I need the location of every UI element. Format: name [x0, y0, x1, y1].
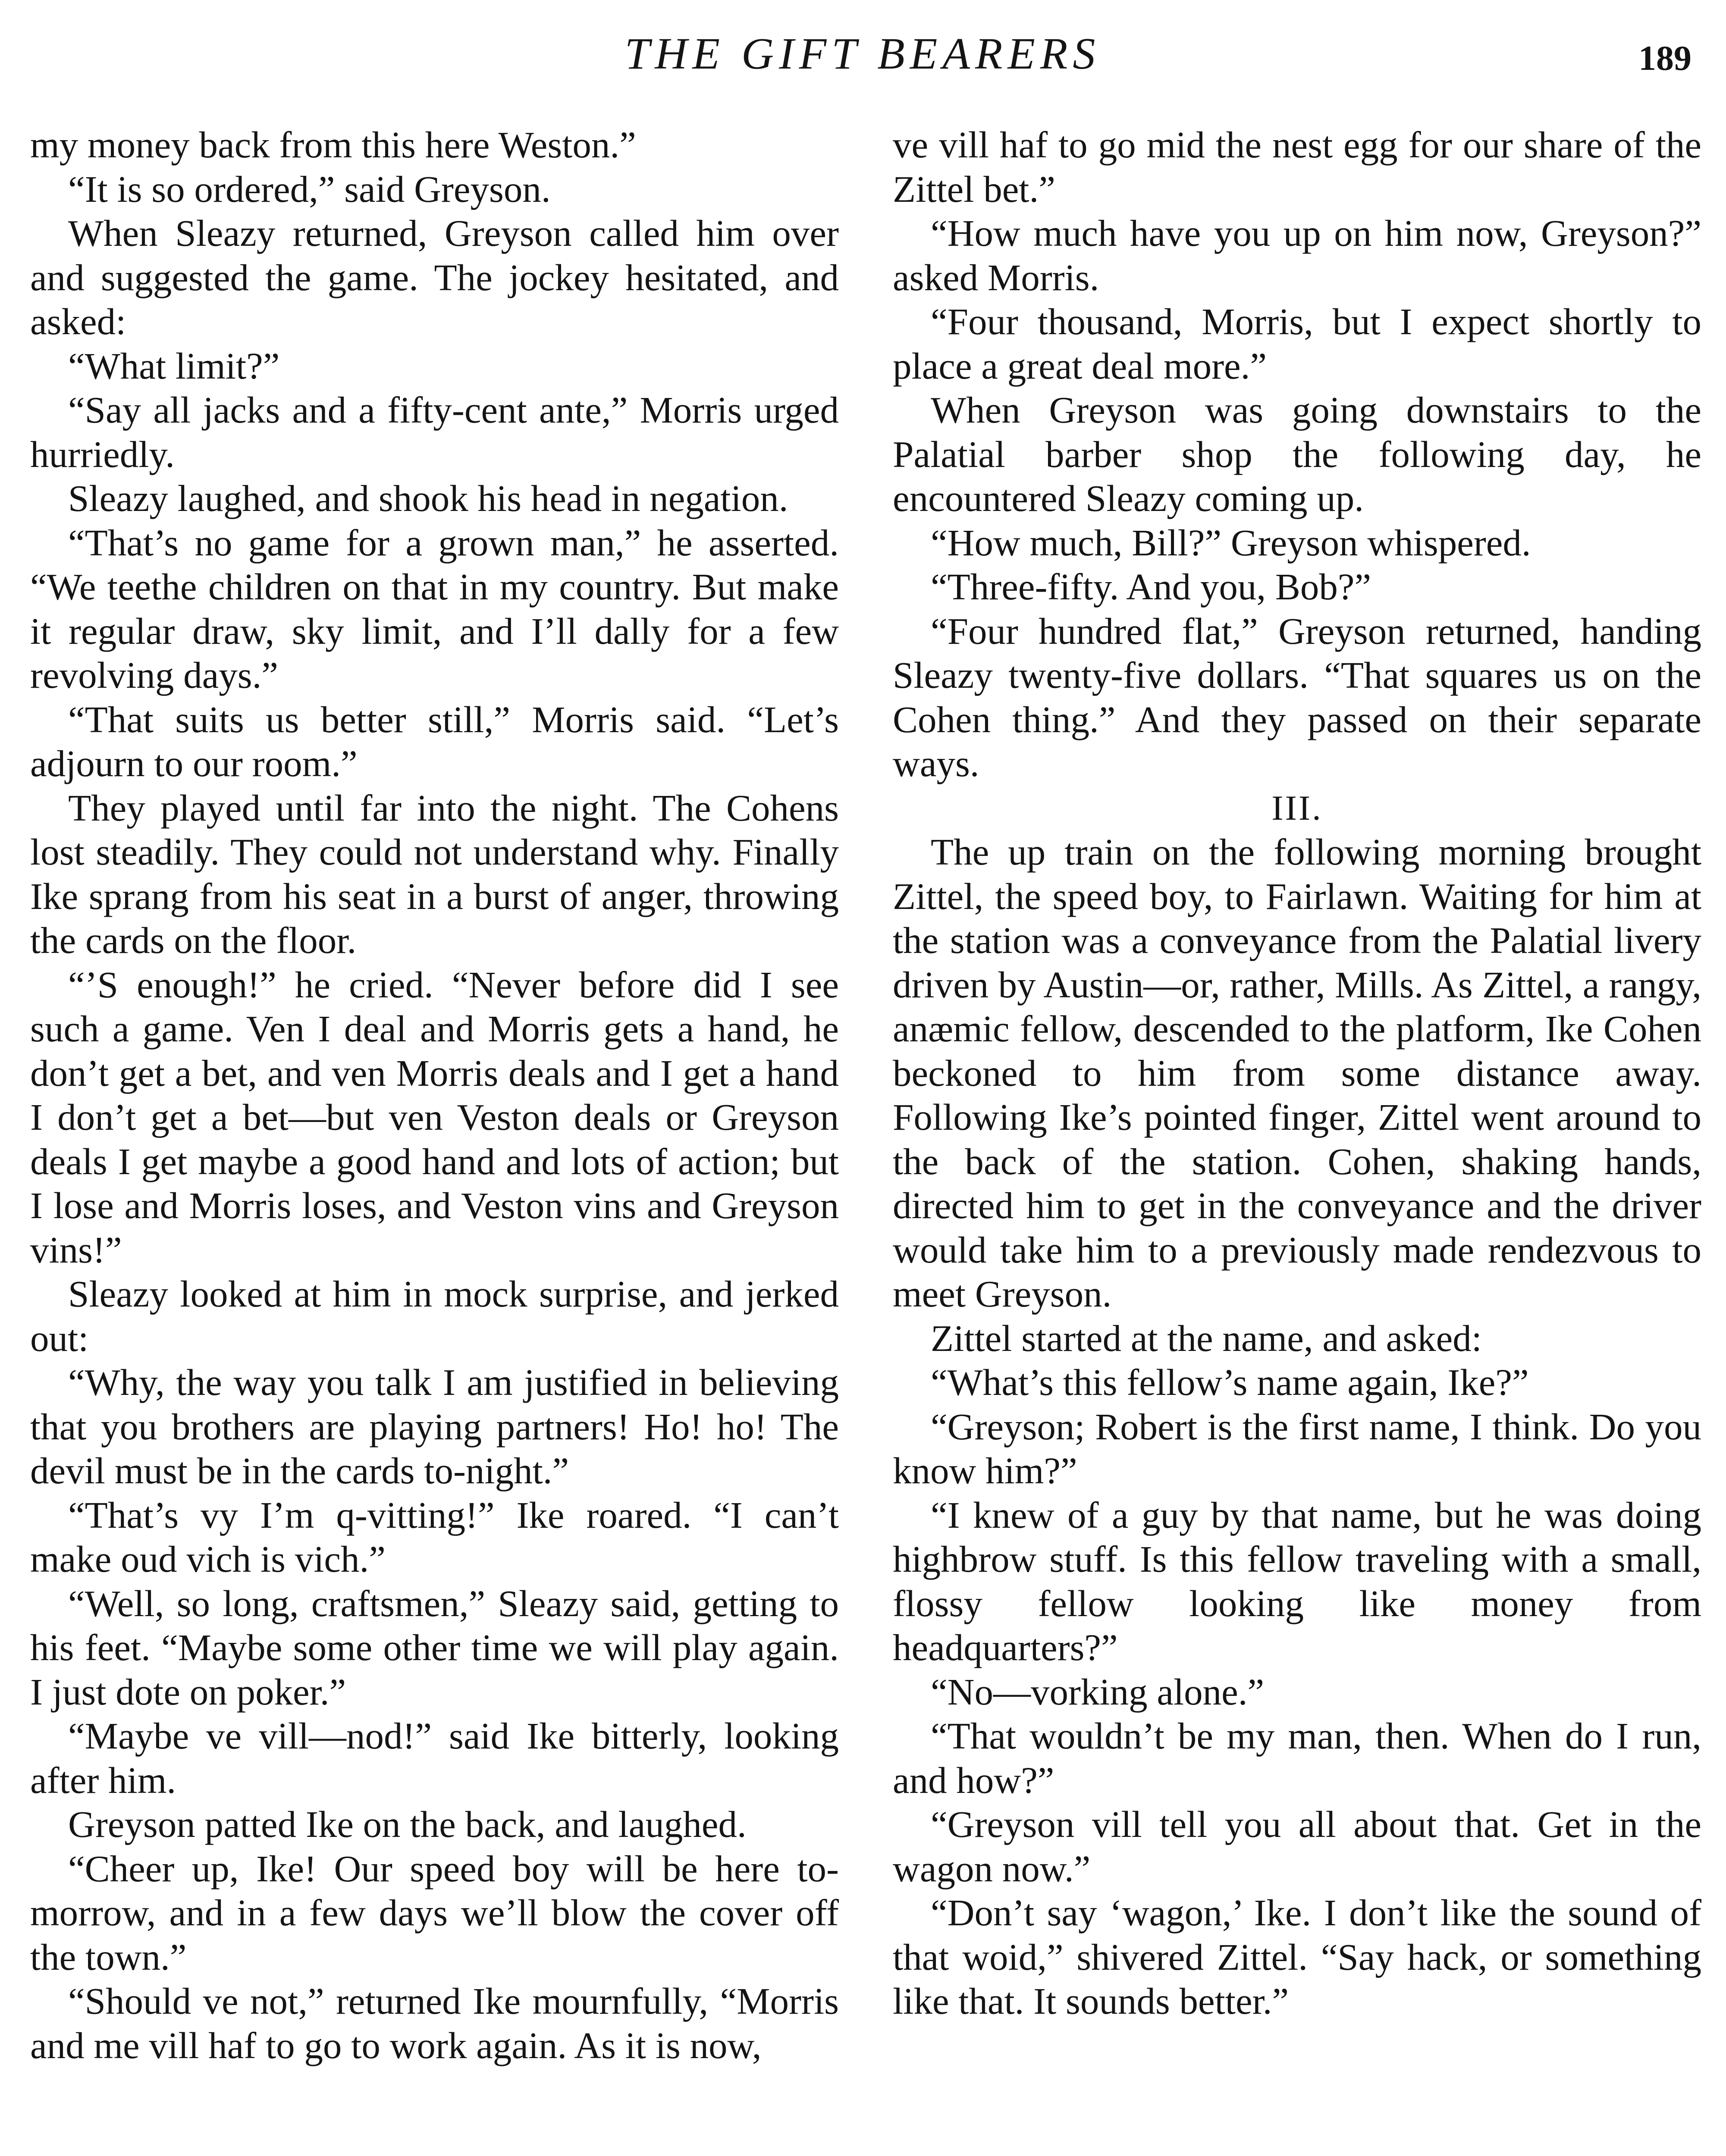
running-head-title: THE GIFT BEARERS	[624, 29, 1101, 78]
paragraph: “No—vorking alone.”	[931, 1670, 1265, 1713]
paragraph: “Cheer up, Ike! Our speed boy will be here to-morrow, and in a few days we’ll blow the cover off the town.”	[30, 1847, 839, 1978]
page-number: 189	[1638, 38, 1691, 78]
paragraph: When Sleazy returned, Greyson called him over and suggested the game. The jockey hesitated, and asked:	[30, 212, 839, 342]
paragraph: “Say all jacks and a fifty-cent ante,” Morris urged hurriedly.	[30, 389, 839, 475]
paragraph: “How much have you up on him now, Greyson?” asked Morris.	[893, 212, 1701, 298]
paragraph: “That’s no game for a grown man,” he asserted. “We teethe children on that in my country. But make it regular draw, sky limit, and I’ll dally for a few revolving days.”	[30, 521, 839, 696]
paragraph: “Four thousand, Morris, but I expect shortly to place a great deal more.”	[893, 301, 1701, 387]
paragraph: “What’s this fellow’s name again, Ike?”	[931, 1361, 1529, 1403]
paragraph: “That wouldn’t be my man, then. When do I run, and how?”	[893, 1715, 1701, 1801]
paragraph: “Greyson vill tell you all about that. Get in the wagon now.”	[893, 1803, 1701, 1890]
paragraph: “Well, so long, craftsmen,” Sleazy said, getting to his feet. “Maybe some other time we will play again. I just dote on poker.”	[30, 1582, 839, 1713]
paragraph: “That suits us better still,” Morris said. “Let’s adjourn to our room.”	[30, 698, 839, 784]
paragraph: “Four hundred flat,” Greyson returned, handing Sleazy twenty-five dollars. “That squares us on the Cohen thing.” And they passed on their separate ways.	[893, 610, 1701, 784]
paragraph: “Maybe ve vill—nod!” said Ike bitterly, looking after him.	[30, 1715, 839, 1801]
paragraph: Sleazy laughed, and shook his head in negation.	[68, 477, 788, 519]
paragraph: ve vill haf to go mid the nest egg for our share of the Zittel bet.”	[893, 124, 1701, 210]
paragraph: “’S enough!” he cried. “Never before did I see such a game. Ven I deal and Morris gets a hand, he don’t get a bet, and ven Morris deals and I get a hand I don’t get a bet—but ven Veston deals or Greyson deals I get maybe a good hand and lots of action; but I lose and Morris loses, and Veston vins and Greyson vins!”	[30, 963, 839, 1271]
paragraph: “It is so ordered,” said Greyson.	[68, 168, 551, 210]
paragraph: “That’s vy I’m q-vitting!” Ike roared. “I can’t make oud vich is vich.”	[30, 1494, 839, 1580]
paragraph: “I knew of a guy by that name, but he was doing highbrow stuff. Is this fellow traveling with a small, flossy fellow looking like money from headquarters?”	[893, 1494, 1701, 1668]
paragraph: Greyson patted Ike on the back, and laughed.	[68, 1803, 747, 1845]
paragraph: “What limit?”	[68, 345, 280, 387]
paragraph: “Why, the way you talk I am justified in believing that you brothers are playing partners! Ho! ho! The devil must be in the cards to-night.”	[30, 1361, 839, 1492]
paragraph: “Don’t say ‘wagon,’ Ike. I don’t like the sound of that woid,” shivered Zittel. “Say hack, or something like that. It sounds better.”	[893, 1892, 1701, 2022]
paragraph: When Greyson was going downstairs to the Palatial barber shop the following day, he encountered Sleazy coming up.	[893, 389, 1701, 519]
paragraph: Sleazy looked at him in mock surprise, and jerked out:	[30, 1273, 839, 1359]
paragraph: “Three-fifty. And you, Bob?”	[931, 566, 1371, 608]
paragraph: my money back from this here Weston.”	[30, 124, 636, 166]
section-heading: III.	[1271, 788, 1323, 827]
paragraph: “How much, Bill?” Greyson whispered.	[931, 521, 1531, 564]
paragraph: They played until far into the night. The Cohens lost steadily. They could not understand why. Finally Ike sprang from his seat in a burst of anger, throwing the cards on the floor.	[30, 787, 839, 961]
paragraph: “Should ve not,” returned Ike mournfully, “Morris and me vill haf to go to work again. As it is now,	[30, 1980, 839, 2066]
paragraph: Zittel started at the name, and asked:	[931, 1317, 1482, 1359]
paragraph: “Greyson; Robert is the first name, I think. Do you know him?”	[893, 1405, 1701, 1492]
paragraph: The up train on the following morning brought Zittel, the speed boy, to Fairlawn. Waiting for him at the station was a conveyance from the Palatial livery driven by Austin—or, rather, Mills. As Zittel, a rangy, anæmic fellow, descended to the platform, Ike Cohen beckoned to him from some distance away. Following Ike’s pointed finger, Zittel went around to the back of the station. Cohen, shaking hands, directed him to get in the conveyance and the driver would take him to a previously made rendezvous to meet Greyson.	[893, 831, 1701, 1315]
right-column	[893, 123, 1701, 2024]
left-column	[30, 123, 839, 2068]
